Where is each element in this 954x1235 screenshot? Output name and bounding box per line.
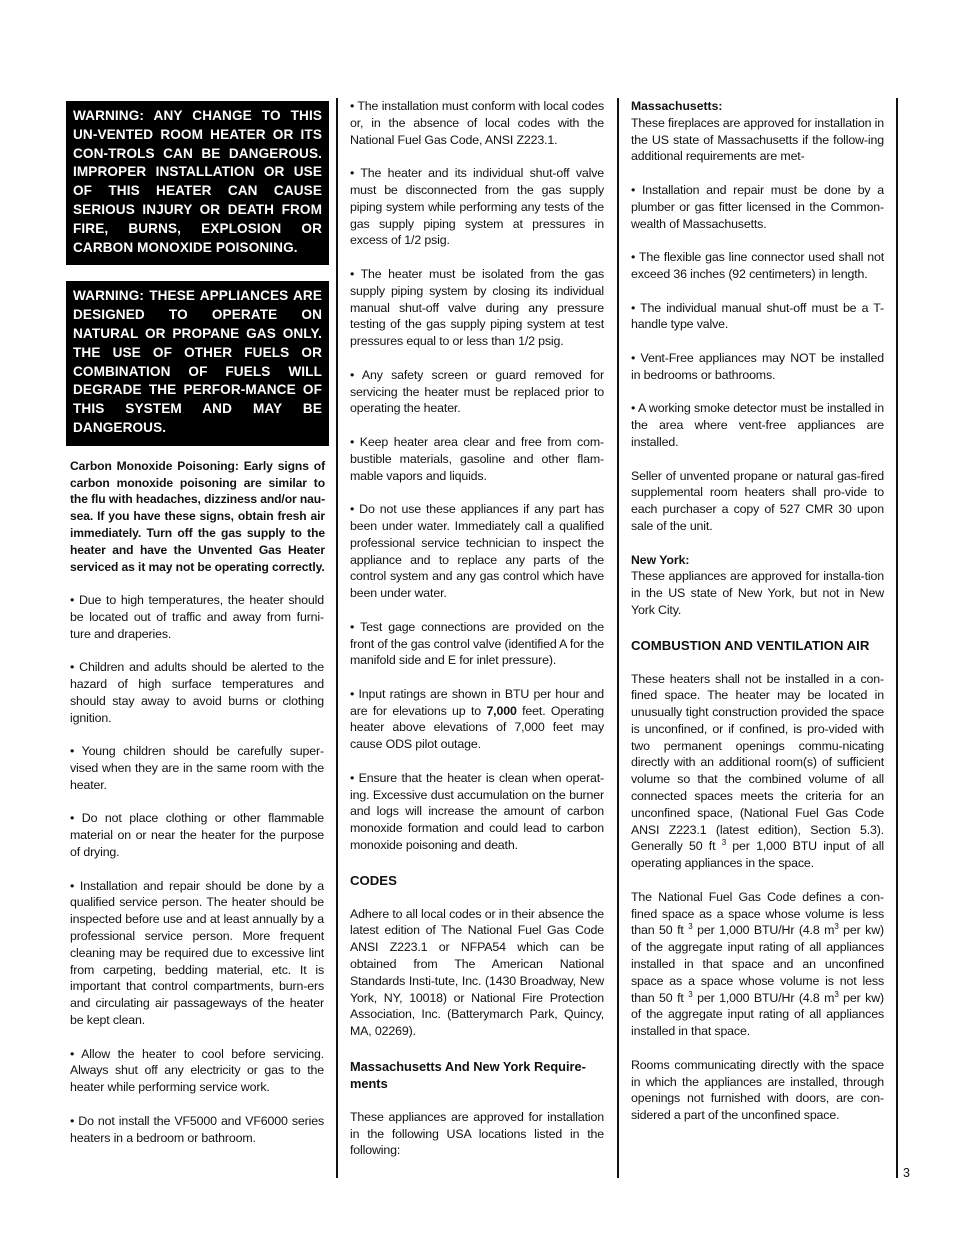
column-divider: [896, 98, 898, 1178]
bullet-item: • A working smoke detector must be installed in the area where vent-free appliances are installed.: [631, 401, 884, 449]
elevation-value: 7,000: [486, 703, 517, 718]
bullet-item: • Installation and repair should be done by a qualified service person. The heater should be inspected before use and at least annually by a professional service person. More frequent cleaning may be required due to excessive lint from carpeting, bedding material, etc. It is important that control compartments, burn-ers and circulating air passageways of the heater be kept clean.: [70, 878, 324, 1028]
combustion-paragraph-2: [631, 889, 884, 1040]
page-number: 3: [903, 1166, 910, 1180]
section-heading-combustion: COMBUSTION AND VENTILATION AIR: [631, 637, 870, 653]
combustion-text: per 1,000 BTU input of all operating appliances in the space.: [631, 839, 884, 871]
combustion-text: per kw) of the aggregate input rating of all appliances installed in that space.: [631, 990, 884, 1039]
ma-intro: These fireplaces are approved for installation in the US state of Massachusetts if the follow-ing additional requirements are met-: [631, 115, 884, 164]
bullet-item: • Keep heater area clear and free from com-bustible materials, gasoline and other flam-mable vapors and liquids.: [350, 434, 604, 483]
bullet-item: • The heater and its individual shut-off valve must be disconnected from the gas supply piping system while performing any tests of the gas supply piping system at pressures in excess of 1/2 psig.: [350, 166, 604, 248]
warning-box-modification: WARNING: ANY CHANGE TO THIS UN-VENTED ROOM HEATER OR ITS CON-TROLS CAN BE DANGEROUS. IMPROPER INSTALLATION OR USE OF THIS HEATER CAN CAUSE SERIOUS INJURY OR DEATH FROM FIRE, BURNS, EXPLOSION OR CARBON MONOXIDE POISONING.: [66, 101, 329, 265]
bullet-item: • Ensure that the heater is clean when operat-ing. Excessive dust accumulation on the burner and logs will increase the amount of carbon monoxide formation and could lead to carbon monoxide poisoning and death.: [350, 770, 604, 853]
bullet-item: • The heater must be isolated from the gas supply piping system by closing its individual manual shut-off valve during any pressure testing of the gas supply piping system at test pressures equal to or less than 1/2 psig.: [350, 266, 604, 349]
combustion-text: per 1,000 BTU/Hr (4.8 m: [692, 923, 835, 938]
section-heading-codes: CODES: [350, 872, 397, 888]
column-right: [631, 98, 884, 1124]
combustion-text: per kw) of the aggregate input rating of all appliances installed in that space and an unconfined space as a space whose volume is not less than 50 ft: [631, 923, 884, 1005]
bullet-item: • Test gage connections are provided on the front of the gas control valve (identified A for the manifold side and E for inlet pressure).: [350, 619, 604, 668]
bullet-item-input-ratings: [350, 686, 604, 753]
bullet-item: • The individual manual shut-off must be a T-handle type valve.: [631, 300, 884, 332]
seller-paragraph: Seller of unvented propane or natural gas-fired supplemental room heaters shall pro-vide to each purchaser a copy of 527 CMR 30 upon sale of the unit.: [631, 468, 884, 533]
combustion-text: These heaters shall not be installed in a con-fined space. The heater may be located in unusually tight construction provided the space is unconfined, or if confined, is pro-vided with two permanent openings commu-nicating directly with an additional room(s) of sufficient volume so that the combined volume of all connected spaces meets the criteria for an unconfined space, (National Fuel Gas Code ANSI Z223.1 (latest edition), Section 5.3). Generally 50 ft: [631, 671, 884, 854]
superscript: 3: [721, 838, 726, 848]
column-divider: [617, 98, 619, 1178]
combustion-paragraph-3: Rooms communicating directly with the space in which the appliances are installed, through openings not furnished with doors, are con-sidered a part of the unconfined space.: [631, 1057, 884, 1123]
superscript: 3: [834, 922, 839, 932]
heading-massachusetts: Massachusetts:: [631, 99, 723, 113]
superscript: 3: [688, 989, 693, 999]
combustion-text: The National Fuel Gas Code defines a con-fined space as a space whose volume is less than 50 ft: [631, 889, 884, 938]
bullet-item: • Allow the heater to cool before servicing. Always shut off any electricity or gas to the heater while performing service work.: [70, 1046, 324, 1095]
bullet-item: • Young children should be carefully super-vised when they are in the same room with the heater.: [70, 744, 324, 792]
bullet-item: • Vent-Free appliances may NOT be installed in bedrooms or bathrooms.: [631, 350, 884, 382]
heading-new-york: New York:: [631, 552, 690, 567]
input-ratings-text: • Input ratings are shown in BTU per hour and are for elevations up to: [350, 686, 604, 718]
section-heading-ma-ny: Massachusetts And New York Require-ments: [350, 1059, 586, 1092]
warning-box-fuel: WARNING: THESE APPLIANCES ARE DESIGNED TO OPERATE ON NATURAL OR PROPANE GAS ONLY. THE USE OF OTHER FUELS OR COMBINATION OF FUELS WILL DEGRADE THE PERFOR-MANCE OF THIS SYSTEM AND MAY BE DANGEROUS.: [66, 281, 329, 445]
bullet-item: • Do not use these appliances if any part has been under water. Immediately call a qualified professional service technician to inspect the appliance and to replace any parts of the control system and any gas control which have been under water.: [350, 502, 604, 601]
superscript: 3: [834, 989, 839, 999]
bullet-item: • Installation and repair must be done by a plumber or gas fitter licensed in the Common-wealth of Massachusetts.: [631, 182, 884, 231]
bullet-item: • Any safety screen or guard removed for servicing the heater must be replaced prior to operating the heater.: [350, 367, 604, 416]
column-middle: [350, 98, 604, 1159]
bullet-item: • The installation must conform with local codes or, in the absence of local codes with the National Fuel Gas Code, ANSI Z223.1.: [350, 99, 604, 147]
column-left: [66, 98, 329, 1146]
bullet-item: • Children and adults should be alerted to the hazard of high surface temperatures and should stay away to avoid burns or clothing ignition.: [70, 660, 324, 725]
bullet-item: • Due to high temperatures, the heater should be located out of traffic and away from furni-ture and draperies.: [70, 593, 324, 641]
ma-ny-paragraph: These appliances are approved for installation in the following USA locations listed in the following:: [350, 1109, 604, 1158]
bullet-item: • The flexible gas line connector used shall not exceed 36 inches (92 centimeters) in length.: [631, 250, 884, 281]
combustion-text: per 1,000 BTU/Hr (4.8 m: [692, 990, 835, 1005]
co-poisoning-warning: Carbon Monoxide Poisoning: Early signs of carbon monoxide poisoning are similar to the flu with headaches, dizziness and/or nau-sea. If you have these signs, obtain fresh air immediately. Turn off the gas supply to the heater and have the Unvented Gas Heater serviced as it may not be operating correctly.: [70, 458, 325, 574]
combustion-paragraph-1: [631, 671, 884, 873]
bullet-item: • Do not place clothing or other flammable material on or near the heater for the purpose of drying.: [70, 811, 324, 860]
ny-paragraph: These appliances are approved for installa-tion in the US state of New York, but not in New York City.: [631, 569, 884, 617]
input-ratings-text: feet. Operating heater above elevations of 7,000 feet may cause ODS pilot outage.: [350, 703, 604, 752]
column-divider: [336, 98, 338, 1178]
codes-paragraph: Adhere to all local codes or in their absence the latest edition of The National Fuel Gas Code ANSI Z223.1 or NFPA54 which can be obtained from The American National Standards Insti-tute, Inc. (1430 Broadway, New York, NY, 10018) or National Fire Protection Association, Inc. (Batterymarch Park, Quincy, MA, 02269).: [350, 906, 604, 1039]
superscript: 3: [688, 922, 693, 932]
bullet-item: • Do not install the VF5000 and VF6000 series heaters in a bedroom or bathroom.: [70, 1113, 324, 1145]
